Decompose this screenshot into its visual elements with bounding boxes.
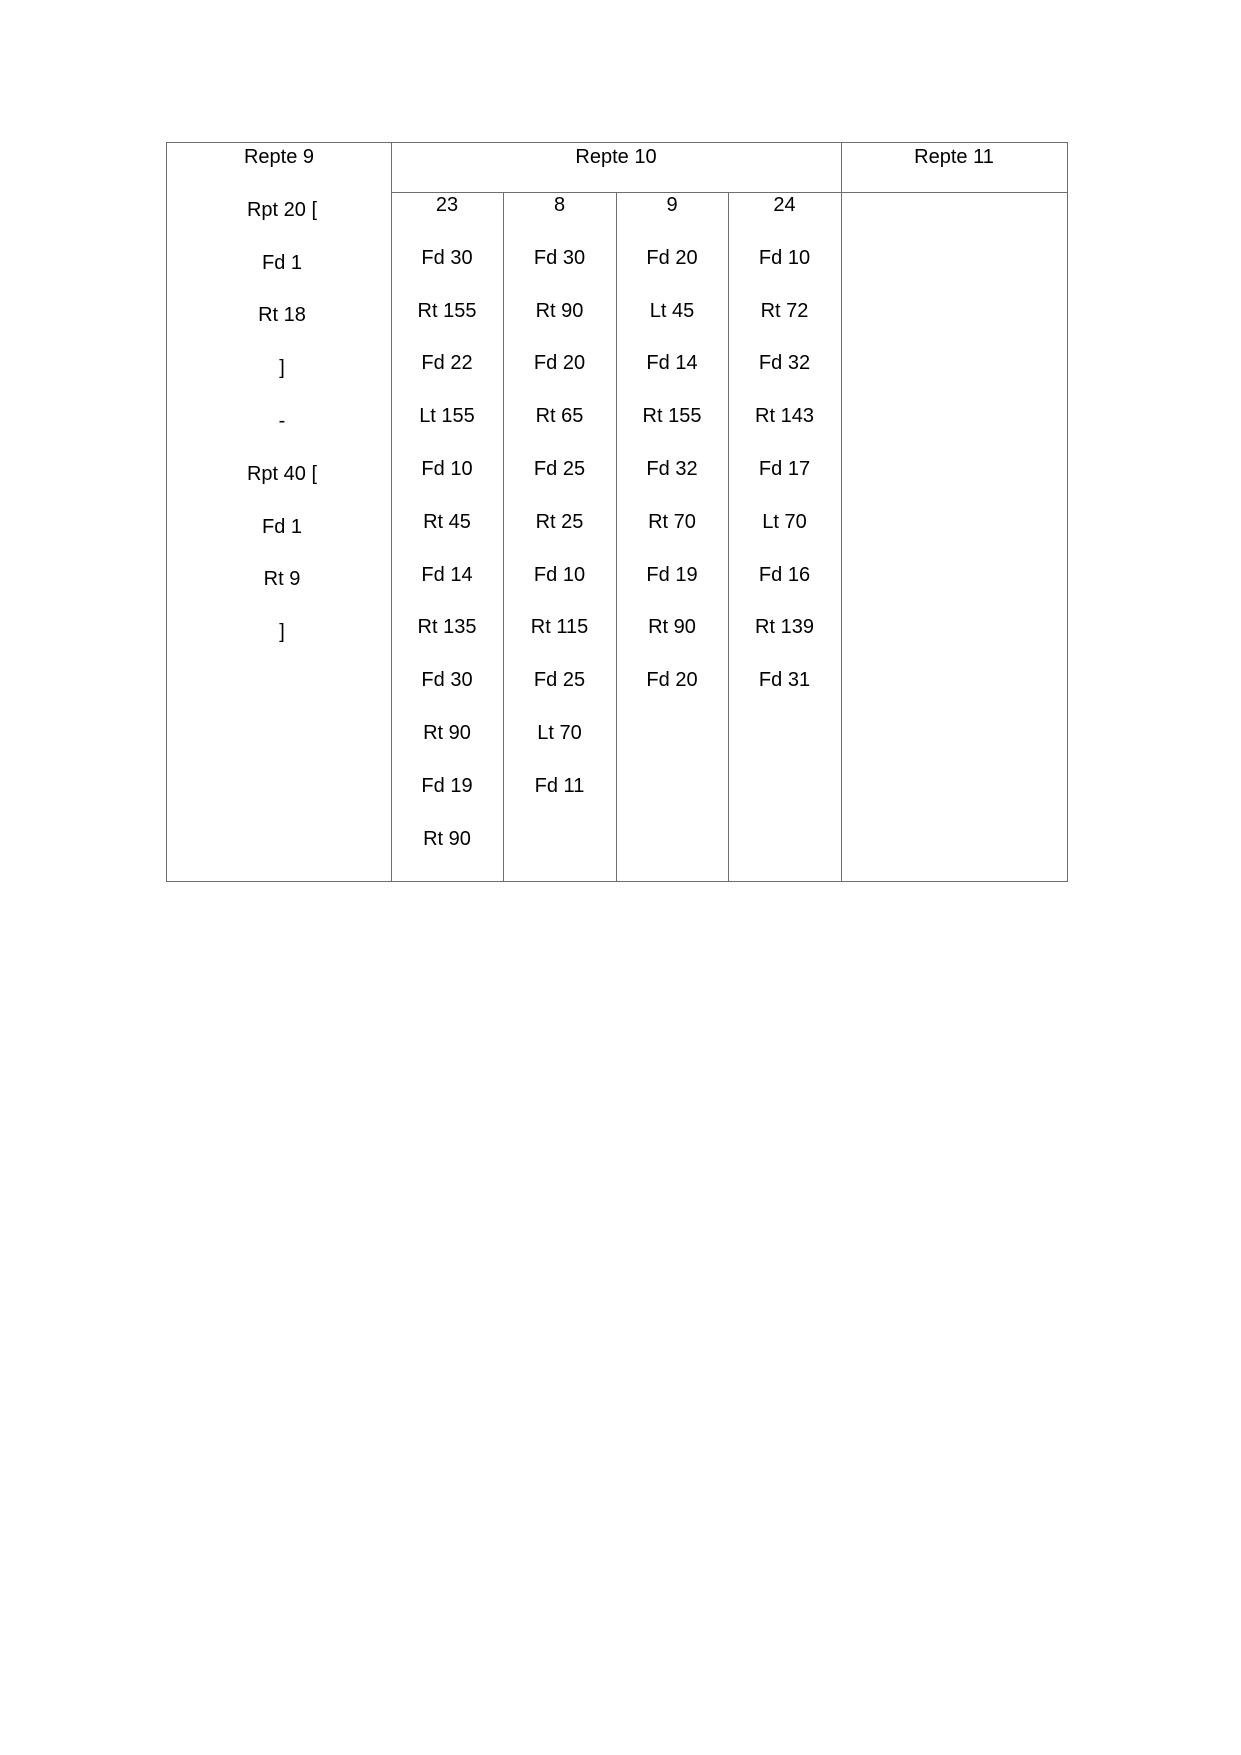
repte-9-line: ] bbox=[279, 357, 285, 380]
instruction-line: Rt 70 bbox=[648, 510, 696, 533]
instruction-line: Rt 90 bbox=[423, 827, 471, 850]
instruction-line: Fd 19 bbox=[646, 563, 698, 586]
instruction-line: Fd 10 bbox=[421, 458, 473, 480]
instruction-line: Rt 90 bbox=[423, 722, 471, 744]
subcolumn-label: 23 bbox=[435, 194, 459, 216]
instruction-line: Fd 14 bbox=[646, 352, 698, 375]
instruction-line: Lt 70 bbox=[537, 722, 582, 744]
instruction-line: Fd 19 bbox=[421, 774, 473, 797]
repte-9-line: Rt 9 bbox=[263, 568, 301, 591]
instruction-line: Rt 143 bbox=[755, 405, 814, 428]
subcolumn-label: 9 bbox=[666, 194, 678, 216]
instruction-line: Fd 30 bbox=[421, 669, 473, 692]
instruction-line: Fd 17 bbox=[758, 458, 811, 480]
repte-9-line: ] bbox=[279, 621, 285, 644]
instruction-line: Rt 139 bbox=[755, 616, 814, 639]
instruction-line: Fd 25 bbox=[533, 669, 586, 692]
instruction-line: Fd 22 bbox=[421, 352, 473, 375]
header-repte-11: Repte 11 bbox=[914, 146, 994, 168]
header-repte-9: Repte 9 bbox=[243, 146, 315, 168]
instruction-line: Fd 16 bbox=[758, 563, 811, 586]
instruction-line: Rt 25 bbox=[535, 510, 584, 533]
instruction-line: Rt 135 bbox=[417, 616, 477, 639]
instruction-line: Fd 20 bbox=[533, 352, 586, 375]
instruction-line: Fd 30 bbox=[533, 246, 586, 269]
instruction-line: Fd 25 bbox=[533, 458, 586, 480]
instruction-line: Fd 20 bbox=[646, 669, 698, 692]
repte-table bbox=[166, 142, 1068, 882]
instruction-line: Rt 115 bbox=[530, 616, 589, 639]
instruction-line: Fd 11 bbox=[534, 774, 585, 797]
instruction-line: Rt 45 bbox=[423, 510, 471, 533]
instruction-line: Fd 20 bbox=[646, 246, 698, 269]
instruction-line: Fd 10 bbox=[533, 563, 586, 586]
instruction-line: Rt 72 bbox=[760, 299, 809, 322]
instruction-line: Lt 70 bbox=[762, 510, 807, 533]
column-divider bbox=[728, 193, 729, 881]
subcolumn-label: 8 bbox=[553, 194, 566, 216]
header-repte-10: Repte 10 bbox=[575, 146, 657, 168]
instruction-line: Fd 30 bbox=[421, 246, 473, 269]
column-divider bbox=[841, 143, 842, 881]
subcolumn-label: 24 bbox=[773, 194, 796, 216]
repte-9-line: Rpt 40 [ bbox=[246, 462, 318, 485]
instruction-line: Lt 45 bbox=[649, 299, 695, 322]
instruction-line: Rt 90 bbox=[535, 299, 584, 322]
instruction-line: Rt 155 bbox=[642, 405, 702, 428]
repte-9-line: Fd 1 bbox=[261, 515, 303, 538]
instruction-line: Fd 32 bbox=[758, 352, 811, 375]
repte-9-line: Rt 18 bbox=[258, 304, 306, 327]
instruction-line: Lt 155 bbox=[419, 405, 475, 428]
instruction-line: Fd 14 bbox=[421, 563, 473, 586]
instruction-line: Rt 90 bbox=[648, 616, 696, 639]
instruction-line: Fd 10 bbox=[758, 246, 811, 269]
repte-9-line: Fd 1 bbox=[261, 251, 303, 274]
column-divider bbox=[616, 193, 617, 881]
instruction-line: Fd 31 bbox=[758, 669, 811, 692]
repte-9-line: - bbox=[278, 410, 286, 432]
instruction-line: Rt 155 bbox=[417, 299, 477, 322]
repte-9-line: Rpt 20 [ bbox=[246, 198, 318, 221]
instruction-line: Fd 32 bbox=[646, 458, 698, 480]
instruction-line: Rt 65 bbox=[535, 405, 584, 428]
